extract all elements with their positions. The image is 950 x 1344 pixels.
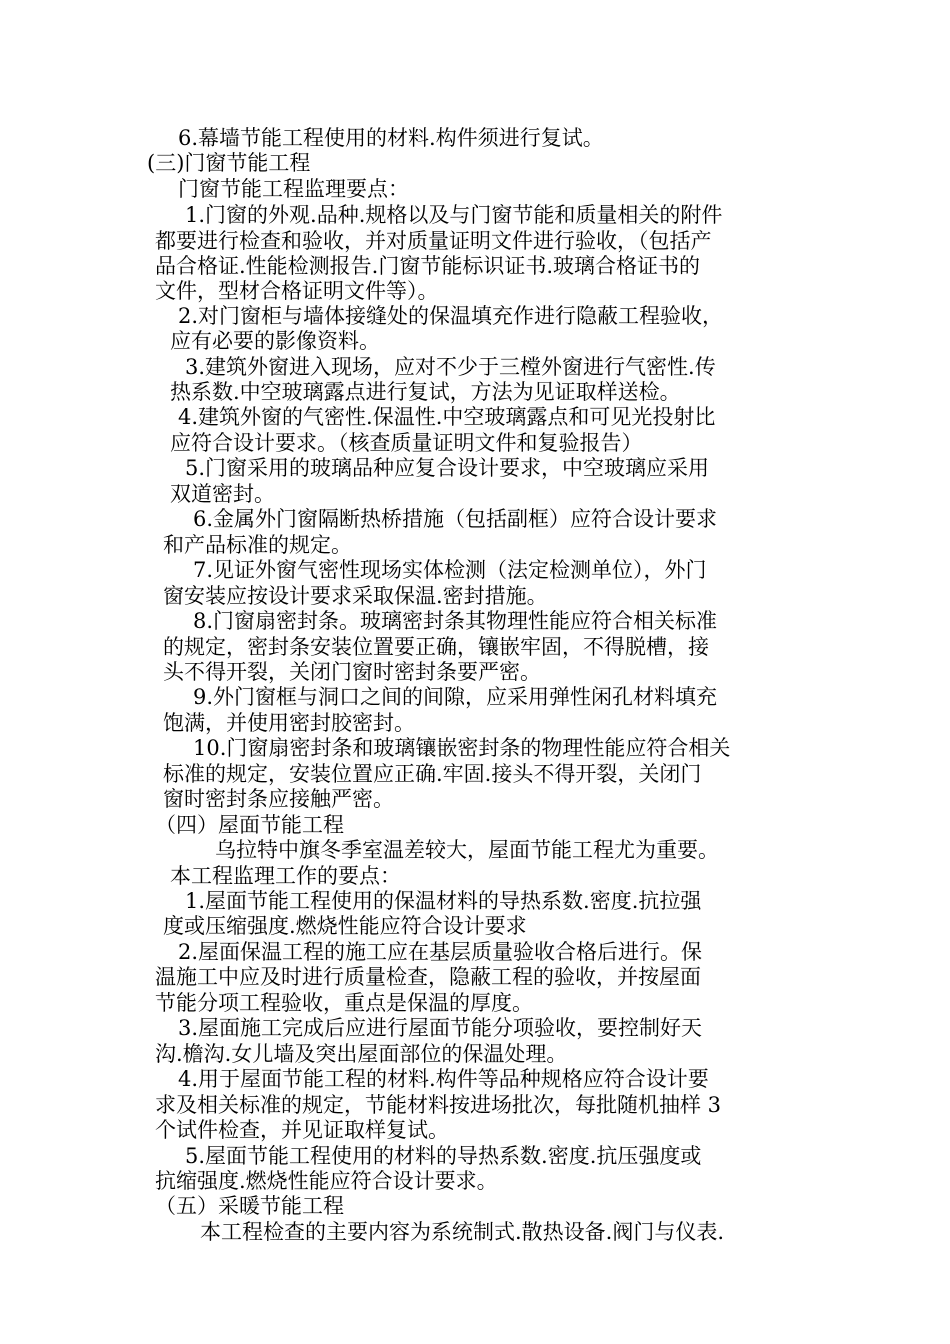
section-heading: （五）采暖节能工程 [155, 1194, 344, 1218]
text-line: 双道密封。 [170, 482, 275, 506]
text-line: 4.建筑外窗的气密性.保温性.中空玻璃露点和可见光投射比 [178, 405, 716, 429]
text-line: 1.门窗的外观.品种.规格以及与门窗节能和质量相关的附件 [185, 203, 723, 227]
text-line: 应符合设计要求。（核查质量证明文件和复验报告） [170, 431, 643, 455]
section-heading: (三)门窗节能工程 [147, 151, 311, 175]
text-line: 7.见证外窗气密性现场实体检测（法定检测单位），外门 [193, 558, 707, 582]
text-line: 窗安装应按设计要求采取保温.密封措施。 [163, 584, 548, 608]
text-line: 抗缩强度.燃烧性能应符合设计要求。 [155, 1169, 498, 1193]
text-line: 求及相关标准的规定，节能材料按进场批次，每批随机抽样 3 [155, 1093, 722, 1117]
text-line: 乌拉特中旗冬季室温差较大，屋面节能工程尤为重要。 [215, 838, 719, 862]
text-line: 个试件检查，并见证取样复试。 [155, 1118, 449, 1142]
text-line: 都要进行检查和验收，并对质量证明文件进行验收，（包括产 [155, 229, 712, 253]
text-line: 标准的规定，安装位置应正确.牢固.接头不得开裂，关闭门 [163, 762, 702, 786]
text-line: 品合格证.性能检测报告.门窗节能标识证书.玻璃合格证书的 [155, 254, 701, 278]
text-line: 的规定，密封条安装位置要正确，镶嵌牢固，不得脱槽，接 [163, 635, 709, 659]
text-line: 头不得开裂，关闭门窗时密封条要严密。 [163, 660, 541, 684]
text-line: 4.用于屋面节能工程的材料.构件等品种规格应符合设计要 [178, 1067, 709, 1091]
text-line: 6.金属外门窗隔断热桥措施（包括副框）应符合设计要求 [193, 507, 718, 531]
text-line: 门窗节能工程监理要点： [178, 177, 409, 201]
text-line: 节能分项工程验收，重点是保温的厚度。 [155, 991, 533, 1015]
text-line: 6.幕墙节能工程使用的材料.构件须进行复试。 [178, 126, 604, 150]
text-line: 3.建筑外窗进入现场，应对不少于三樘外窗进行气密性.传 [185, 355, 716, 379]
text-line: 8.门窗扇密封条。玻璃密封条其物理性能应符合相关标准 [193, 609, 718, 633]
text-line: 热系数.中空玻璃露点进行复试，方法为见证取样送检。 [170, 380, 681, 404]
section-heading: （四）屋面节能工程 [155, 813, 344, 837]
text-line: 应有必要的影像资料。 [170, 329, 380, 353]
text-line: 沟.檐沟.女儿墙及突出屋面部位的保温处理。 [155, 1042, 568, 1066]
text-line: 度或压缩强度.燃烧性能应符合设计要求 [163, 914, 527, 938]
text-line: 窗时密封条应接触严密。 [163, 787, 394, 811]
text-line: 本工程检查的主要内容为系统制式.散热设备.阀门与仪表. [200, 1220, 725, 1244]
text-line: 2.屋面保温工程的施工应在基层质量验收合格后进行。保 [178, 940, 703, 964]
text-line: 5.门窗采用的玻璃品种应复合设计要求，中空玻璃应采用 [185, 456, 710, 480]
text-line: 5.屋面节能工程使用的材料的导热系数.密度.抗压强度或 [185, 1144, 702, 1168]
text-line: 饱满，并使用密封胶密封。 [163, 711, 415, 735]
text-line: 文件，型材合格证明文件等）。 [155, 279, 439, 303]
text-line: 温施工中应及时进行质量检查，隐蔽工程的验收，并按屋面 [155, 965, 701, 989]
text-line: 本工程监理工作的要点： [170, 864, 401, 888]
text-line: 1.屋面节能工程使用的保温材料的导热系数.密度.抗拉强 [185, 889, 702, 913]
text-line: 10.门窗扇密封条和玻璃镶嵌密封条的物理性能应符合相关 [193, 736, 731, 760]
text-line: 和产品标准的规定。 [163, 533, 352, 557]
text-line: 3.屋面施工完成后应进行屋面节能分项验收，要控制好天 [178, 1016, 703, 1040]
text-line: 9.外门窗框与洞口之间的间隙，应采用弹性闲孔材料填充 [193, 685, 718, 709]
text-line: 2.对门窗柜与墙体接缝处的保温填充作进行隐蔽工程验收， [178, 304, 724, 328]
